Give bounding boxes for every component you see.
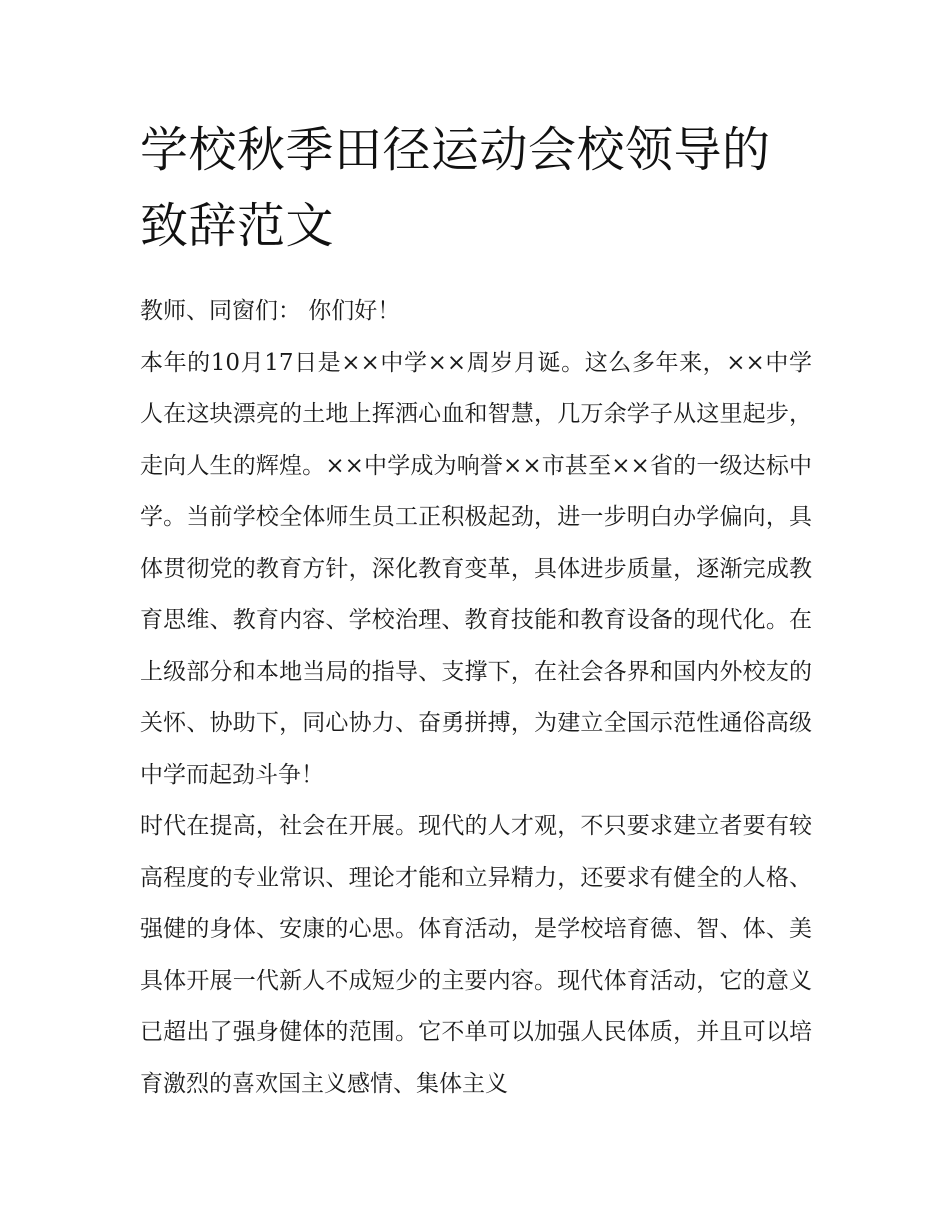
document-title: 学校秋季田径运动会校领导的致辞范文 [140,122,771,254]
paragraph-school-history: 本年的10月17日是××中学××周岁月诞。这么多年来，××中学人在这块漂亮的土地上挥洒心血和智慧，几万余学子从这里起步，走向人生的辉煌。××中学成为响誉××市甚至××省的一级达标中学。当前学校全体师生员工正积极起劲，进一步明白办学偏向，具体贯彻党的教育方针，深化教育变革，具体进步质量，逐渐完成教育思维、教育内容、学校治理、教育技能和教育设备的现代化。在上级部分和本地当局的指导、支撑下，在社会各界和国内外校友的关怀、协助下，同心协力、奋勇拼搏，为建立全国示范性通俗高级中学而起劲斗争！ [140,349,812,788]
document-body [140,286,812,1110]
paragraph-sports-significance: 时代在提高，社会在开展。现代的人才观，不只要求建立者要有较高程度的专业常识、理论才能和立异精力，还要求有健全的人格、强健的身体、安康的心思。体育活动，是学校培育德、智、体、美具体开展一代新人不成短少的主要内容。现代体育活动，它的意义已超出了强身健体的范围。它不单可以加强人民体质，并且可以培育激烈的喜欢国主义感情、集体主义 [140,813,812,1097]
paragraph-greeting: 教师、同窗们： 你们好！ [140,298,401,324]
document-content [140,112,812,1110]
